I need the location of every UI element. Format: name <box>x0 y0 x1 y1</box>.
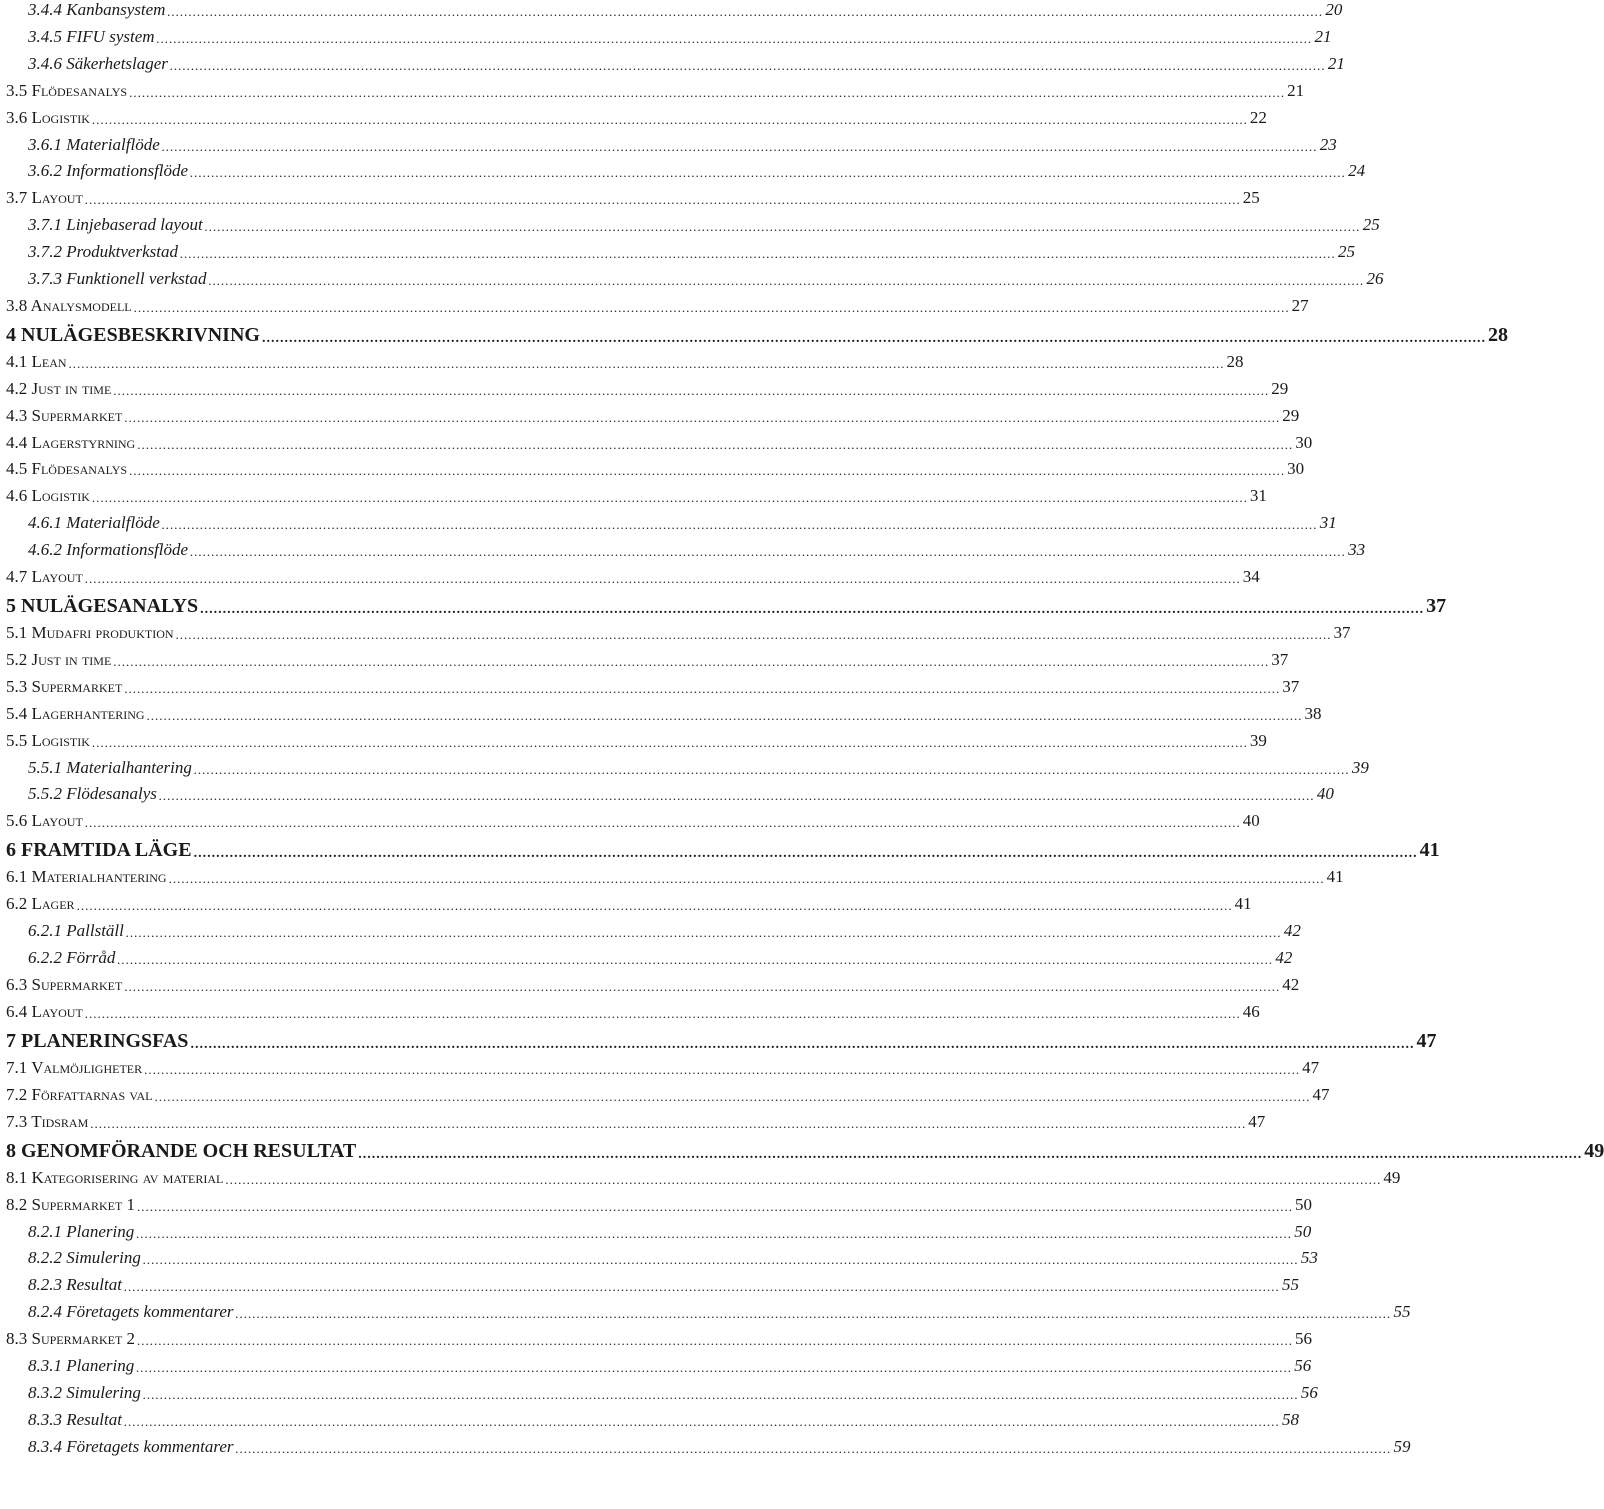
toc-page-number: 59 <box>1393 1437 1411 1456</box>
toc-entry[interactable] <box>0 1350 1312 1376</box>
toc-entry-label: 3.4.6 Säkerhetslager <box>28 54 168 73</box>
toc-page-number: 21 <box>1327 54 1345 73</box>
toc-page-number: 28 <box>1487 324 1508 346</box>
toc-dot-leader <box>205 219 1361 235</box>
toc-entry[interactable] <box>0 129 1337 155</box>
toc-entry-label: 8 GENOMFÖRANDE OCH RESULTAT <box>6 1140 357 1162</box>
toc-entry-label: 6.2 Lager <box>6 894 75 913</box>
toc-dot-leader <box>85 1006 1241 1022</box>
toc-page-number: 41 <box>1234 894 1252 913</box>
toc-dot-leader <box>134 300 1290 316</box>
toc-page-number: 26 <box>1366 269 1384 288</box>
toc-entry[interactable] <box>0 996 1260 1022</box>
toc-dot-leader <box>190 544 1346 560</box>
toc-dot-leader <box>159 788 1315 804</box>
toc-dot-leader <box>85 571 1241 587</box>
toc-dot-leader <box>124 979 1280 995</box>
toc-entry[interactable] <box>0 617 1351 643</box>
toc-entry-label: 6.1 Materialhantering <box>6 867 167 886</box>
toc-dot-leader <box>92 735 1248 751</box>
toc-entry[interactable] <box>0 1079 1330 1105</box>
toc-entry-label: 3.4.5 FIFU system <box>28 27 155 46</box>
toc-page-number: 29 <box>1282 406 1300 425</box>
toc-dot-leader <box>136 1360 1292 1376</box>
toc-dot-leader <box>176 627 1332 643</box>
toc-page-number: 22 <box>1249 108 1267 127</box>
toc-page-number: 30 <box>1295 433 1313 452</box>
toc-entry-label: 6 FRAMTIDA LÄGE <box>6 839 192 861</box>
toc-entry-label: 7.1 Valmöjligheter <box>6 1058 143 1077</box>
toc-dot-leader <box>137 437 1293 453</box>
toc-entry[interactable] <box>0 1137 1604 1163</box>
toc-entry[interactable] <box>0 861 1344 887</box>
toc-entry[interactable] <box>0 915 1301 941</box>
toc-page-number: 25 <box>1337 242 1355 261</box>
toc-dot-leader <box>136 1226 1292 1242</box>
toc-entry-label: 7 PLANERINGSFAS <box>6 1030 189 1052</box>
toc-page-number: 49 <box>1383 1168 1401 1187</box>
toc-dot-leader <box>129 463 1285 479</box>
toc-entry[interactable] <box>0 1216 1312 1242</box>
toc-dot-leader <box>85 815 1241 831</box>
toc-page-number: 28 <box>1226 352 1244 371</box>
toc-entry[interactable] <box>0 592 1447 618</box>
toc-entry[interactable] <box>0 644 1289 670</box>
toc-entry[interactable] <box>0 805 1260 831</box>
toc-entry-label: 3.7.2 Produktverkstad <box>28 242 178 261</box>
toc-dot-leader <box>126 925 1282 941</box>
toc-entry[interactable] <box>0 1431 1411 1457</box>
toc-entry[interactable] <box>0 346 1244 372</box>
toc-page-number: 39 <box>1249 731 1267 750</box>
toc-entry-label: 4.6.2 Informationsflöde <box>28 540 189 559</box>
toc-dot-leader <box>190 165 1346 181</box>
toc-entry[interactable] <box>0 1323 1313 1349</box>
toc-entry-label: 5.2 Just in time <box>6 650 112 669</box>
toc-entry[interactable] <box>0 0 1343 20</box>
toc-page-number: 37 <box>1282 677 1300 696</box>
toc-entry-label: 5.5.2 Flödesanalys <box>28 784 157 803</box>
toc-entry[interactable] <box>0 1269 1299 1295</box>
toc-entry[interactable] <box>0 836 1440 862</box>
toc-entry-label: 4 NULÄGESBESKRIVNING <box>6 324 260 346</box>
toc-entry[interactable] <box>0 698 1322 724</box>
toc-dot-leader <box>358 1147 1582 1163</box>
toc-page-number: 47 <box>1312 1085 1330 1104</box>
toc-entry[interactable] <box>0 102 1267 128</box>
toc-entry-label: 8.3.2 Simulering <box>28 1383 141 1402</box>
toc-dot-leader <box>167 4 1323 20</box>
toc-dot-leader <box>113 654 1269 670</box>
toc-entry-label: 6.4 Layout <box>6 1002 83 1021</box>
toc-dot-leader <box>92 490 1248 506</box>
toc-entry[interactable] <box>0 290 1309 316</box>
toc-dot-leader <box>117 952 1273 968</box>
toc-dot-leader <box>85 192 1241 208</box>
toc-entry-label: 7.2 Författarnas val <box>6 1085 153 1104</box>
toc-entry-label: 3.8 Analysmodell <box>6 296 132 315</box>
toc-dot-leader <box>137 1199 1293 1215</box>
toc-entry-label: 3.4.4 Kanbansystem <box>28 0 166 19</box>
toc-entry-label: 8.3 Supermarket 2 <box>6 1329 136 1348</box>
toc-entry[interactable] <box>0 752 1369 778</box>
toc-dot-leader <box>77 898 1233 914</box>
toc-dot-leader <box>124 681 1280 697</box>
toc-page-number: 37 <box>1271 650 1289 669</box>
toc-dot-leader <box>90 1116 1246 1132</box>
toc-entry-label: 5.4 Lagerhantering <box>6 704 145 723</box>
toc-entry[interactable] <box>0 427 1313 453</box>
toc-entry[interactable] <box>0 1106 1266 1132</box>
toc-entry[interactable] <box>0 507 1337 533</box>
toc-entry-label: 6.2.2 Förråd <box>28 948 116 967</box>
toc-entry[interactable] <box>0 888 1252 914</box>
toc-entry-label: 3.6.1 Materialflöde <box>28 135 160 154</box>
toc-dot-leader <box>113 383 1269 399</box>
toc-entry[interactable] <box>0 778 1334 804</box>
toc-entry[interactable] <box>0 263 1384 289</box>
toc-dot-leader <box>236 1306 1392 1322</box>
toc-page-number: 56 <box>1295 1329 1313 1348</box>
toc-entry[interactable] <box>0 671 1300 697</box>
toc-entry-label: 3.7.3 Funktionell verkstad <box>28 269 207 288</box>
toc-page-number: 39 <box>1351 758 1369 777</box>
toc-page-number: 25 <box>1362 215 1380 234</box>
toc-page-number: 42 <box>1275 948 1293 967</box>
toc-page-number: 47 <box>1248 1112 1266 1131</box>
toc-page-number: 47 <box>1302 1058 1320 1077</box>
toc-entry-label: 5.5 Logistik <box>6 731 90 750</box>
toc-dot-leader <box>124 1414 1280 1430</box>
toc-dot-leader <box>124 410 1280 426</box>
toc-entry[interactable] <box>0 1162 1401 1188</box>
toc-page-number: 53 <box>1300 1248 1318 1267</box>
toc-entry-label: 3.7.1 Linjebaserad layout <box>28 215 203 234</box>
toc-entry[interactable] <box>0 75 1305 101</box>
toc-entry[interactable] <box>0 182 1260 208</box>
toc-entry-label: 6.3 Supermarket <box>6 975 123 994</box>
toc-dot-leader <box>154 1089 1310 1105</box>
toc-page-number: 42 <box>1283 921 1301 940</box>
toc-entry-label: 8.2.4 Företagets kommentarer <box>28 1302 234 1321</box>
toc-entry-label: 4.1 Lean <box>6 352 67 371</box>
toc-entry-label: 5.5.1 Materialhantering <box>28 758 192 777</box>
toc-entry-label: 4.4 Lagerstyrning <box>6 433 136 452</box>
toc-entry[interactable] <box>0 480 1267 506</box>
toc-entry-label: 8.3.3 Resultat <box>28 1410 122 1429</box>
toc-page-number: 47 <box>1416 1030 1437 1052</box>
toc-dot-leader <box>200 602 1424 618</box>
toc-dot-leader <box>92 112 1248 128</box>
toc-page-number: 55 <box>1281 1275 1299 1294</box>
toc-entry-label: 4.6.1 Materialflöde <box>28 513 160 532</box>
toc-page-number: 30 <box>1287 459 1305 478</box>
toc-page-number: 27 <box>1291 296 1309 315</box>
toc-page-number: 29 <box>1271 379 1289 398</box>
toc-dot-leader <box>129 85 1285 101</box>
toc-page-number: 24 <box>1348 161 1366 180</box>
toc-page-number: 23 <box>1319 135 1337 154</box>
toc-dot-leader <box>236 1441 1392 1457</box>
toc-entry-label: 8.3.4 Företagets kommentarer <box>28 1437 234 1456</box>
toc-page-number: 25 <box>1242 188 1260 207</box>
toc-page-number: 21 <box>1314 27 1332 46</box>
toc-entry[interactable] <box>0 942 1293 968</box>
toc-entry[interactable] <box>0 1296 1411 1322</box>
toc-entry[interactable] <box>0 236 1355 262</box>
toc-page-number: 31 <box>1319 513 1337 532</box>
toc-entry-label: 3.6 Logistik <box>6 108 90 127</box>
toc-dot-leader <box>124 1279 1280 1295</box>
toc-dot-leader <box>194 846 1418 862</box>
toc-entry[interactable] <box>0 209 1380 235</box>
toc-dot-leader <box>69 356 1225 372</box>
toc-page-number: 41 <box>1419 839 1440 861</box>
toc-entry-label: 8.1 Kategorisering av material <box>6 1168 224 1187</box>
toc-entry-label: 5.3 Supermarket <box>6 677 123 696</box>
toc-entry-label: 8.3.1 Planering <box>28 1356 135 1375</box>
toc-entry-label: 5.1 Mudafri produktion <box>6 623 174 642</box>
toc-entry[interactable] <box>0 1242 1318 1268</box>
toc-page-number: 58 <box>1281 1410 1299 1429</box>
toc-entry-label: 4.6 Logistik <box>6 486 90 505</box>
toc-dot-leader <box>162 517 1318 533</box>
toc-dot-leader <box>169 871 1325 887</box>
toc-page-number: 50 <box>1295 1195 1313 1214</box>
toc-entry[interactable] <box>0 534 1366 560</box>
toc-entry-label: 3.6.2 Informationsflöde <box>28 161 189 180</box>
toc-dot-leader <box>157 31 1313 47</box>
toc-page-number: 20 <box>1325 0 1343 19</box>
toc-entry-label: 8.2 Supermarket 1 <box>6 1195 136 1214</box>
toc-page-number: 56 <box>1300 1383 1318 1402</box>
toc-entry-label: 4.3 Supermarket <box>6 406 123 425</box>
toc-page-number: 40 <box>1242 811 1260 830</box>
toc-dot-leader <box>162 139 1318 155</box>
toc-entry[interactable] <box>0 1052 1320 1078</box>
toc-page-number: 40 <box>1316 784 1334 803</box>
toc-entry-label: 4.2 Just in time <box>6 379 112 398</box>
toc-page-number: 46 <box>1242 1002 1260 1021</box>
toc-page-number: 37 <box>1426 595 1447 617</box>
toc-entry-label: 8.2.3 Resultat <box>28 1275 122 1294</box>
toc-dot-leader <box>180 246 1336 262</box>
toc-entry-label: 4.5 Flödesanalys <box>6 459 128 478</box>
toc-page-number: 34 <box>1242 567 1260 586</box>
toc-entry[interactable] <box>0 561 1260 587</box>
toc-dot-leader <box>225 1172 1381 1188</box>
toc-dot-leader <box>208 273 1364 289</box>
toc-entry[interactable] <box>0 321 1508 347</box>
toc-page-number: 37 <box>1333 623 1351 642</box>
toc-dot-leader <box>147 708 1303 724</box>
toc-entry-label: 8.2.1 Planering <box>28 1222 135 1241</box>
toc-page-number: 55 <box>1393 1302 1411 1321</box>
toc-page-number: 38 <box>1304 704 1322 723</box>
toc-entry[interactable] <box>0 373 1289 399</box>
toc-entry[interactable] <box>0 48 1345 74</box>
toc-dot-leader <box>143 1387 1299 1403</box>
toc-entry[interactable] <box>0 453 1305 479</box>
toc-entry-label: 5.6 Layout <box>6 811 83 830</box>
toc-entry[interactable] <box>0 969 1300 995</box>
toc-dot-leader <box>170 58 1326 74</box>
toc-page-number: 31 <box>1249 486 1267 505</box>
toc-dot-leader <box>190 1037 1414 1053</box>
toc-entry-label: 7.3 Tidsram <box>6 1112 89 1131</box>
toc-page-number: 56 <box>1294 1356 1312 1375</box>
toc-entry[interactable] <box>0 725 1267 751</box>
toc-page-number: 41 <box>1326 867 1344 886</box>
toc-entry-label: 3.5 Flödesanalys <box>6 81 128 100</box>
toc-page-number: 42 <box>1282 975 1300 994</box>
toc-entry[interactable] <box>0 400 1300 426</box>
toc-entry[interactable] <box>0 1404 1299 1430</box>
toc-entry-label: 6.2.1 Pallställ <box>28 921 124 940</box>
toc-entry[interactable] <box>0 1377 1318 1403</box>
toc-entry[interactable] <box>0 1027 1437 1053</box>
toc-dot-leader <box>144 1062 1300 1078</box>
toc-entry-label: 4.7 Layout <box>6 567 83 586</box>
toc-entry-label: 5 NULÄGESANALYS <box>6 595 199 617</box>
toc-entry[interactable] <box>0 21 1332 47</box>
toc-entry[interactable] <box>0 1189 1313 1215</box>
toc-entry-label: 8.2.2 Simulering <box>28 1248 141 1267</box>
toc-entry[interactable] <box>0 155 1366 181</box>
toc-dot-leader <box>262 331 1486 347</box>
toc-page-number: 21 <box>1287 81 1305 100</box>
toc-dot-leader <box>194 762 1350 778</box>
toc-page-number: 33 <box>1348 540 1366 559</box>
toc-page-number: 50 <box>1294 1222 1312 1241</box>
toc-dot-leader <box>143 1252 1299 1268</box>
toc-dot-leader <box>137 1333 1293 1349</box>
toc-page-number: 49 <box>1584 1140 1604 1162</box>
toc-entry-label: 3.7 Layout <box>6 188 83 207</box>
